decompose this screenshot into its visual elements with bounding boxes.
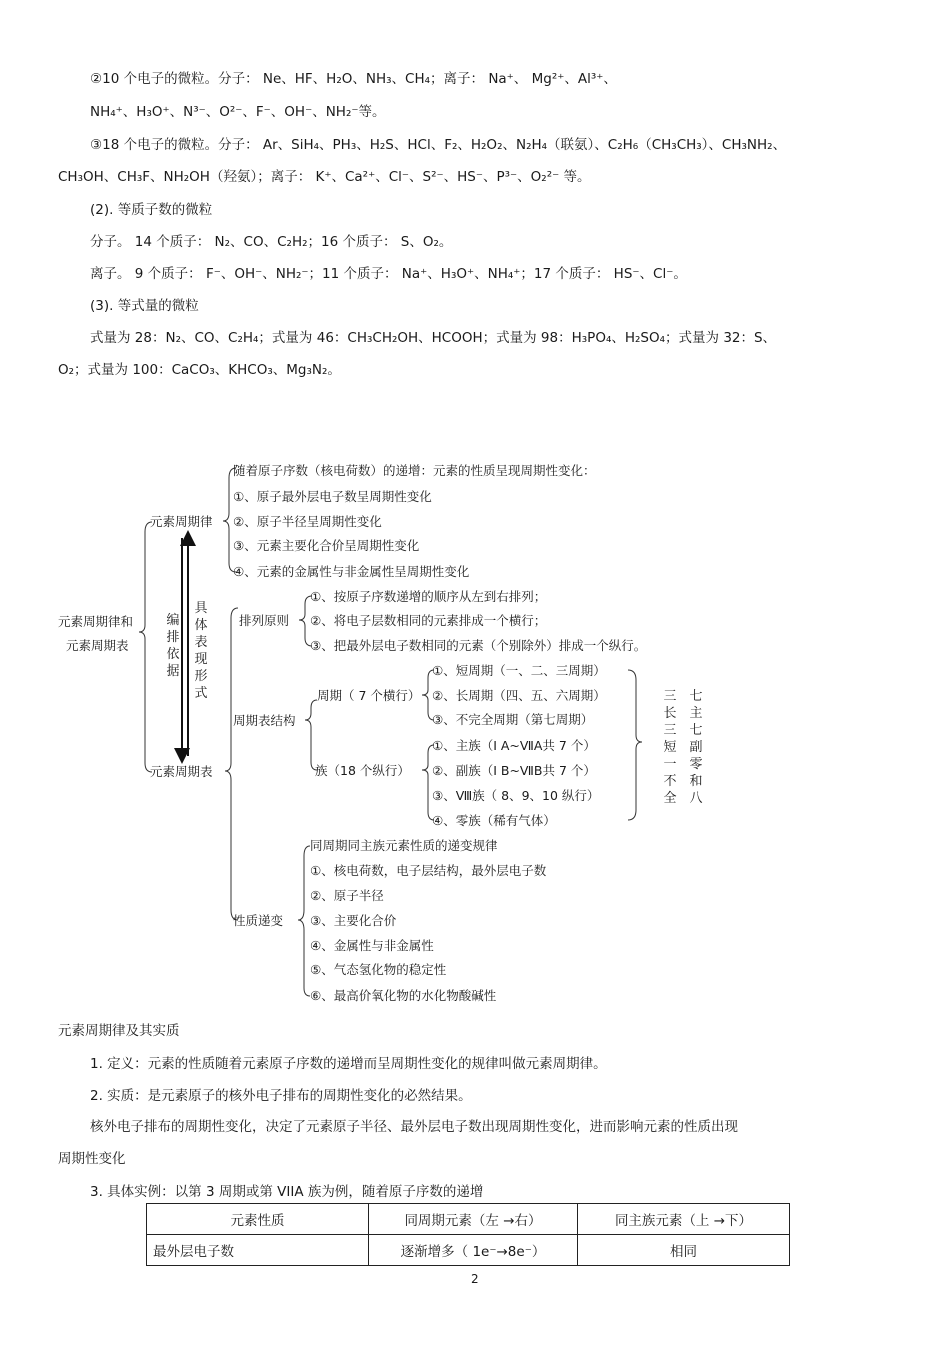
property-intro: 同周期同主族元素性质的递变规律 [310, 838, 498, 853]
text-line-10-electron: ②10 个电子的微粒。分子： Ne、HF、H₂O、NH₃、CH₄；离子： Na⁺、 Mg²⁺、Al³⁺、 [90, 71, 617, 87]
law-item: ②、原子半径呈周期性变化 [233, 514, 382, 529]
group-item: ②、副族（Ⅰ B~ⅦB共 7 个） [432, 763, 596, 778]
period-item: ①、短周期（一、二、三周期） [432, 663, 606, 678]
text-line-formula-weight: 式量为 28：N₂、CO、C₂H₄；式量为 46：CH₃CH₂OH、HCOOH；式量为 98：H₃PO₄、H₂SO₄；式量为 32：S、 [90, 330, 777, 346]
section-paragraph: 核外电子排布的周期性变化，决定了元素原子半径、最外层电子数出现周期性变化，进而影响元素的性质出现 [90, 1119, 738, 1135]
text-line-10-electron-cont: NH₄⁺、H₃O⁺、N³⁻、O²⁻、F⁻、OH⁻、NH₂⁻等。 [90, 104, 386, 120]
node-table-structure: 周期表结构 [233, 713, 296, 728]
brace-root [139, 522, 152, 772]
property-item: ⑤、气态氢化物的稳定性 [310, 962, 447, 977]
group-item: ①、主族（Ⅰ A~ⅦA共 7 个） [432, 738, 596, 753]
section-example: 3. 具体实例：以第 3 周期或第 VIIA 族为例，随着原子序数的递增 [90, 1184, 484, 1200]
table-header-cell: 同周期元素（左 →右） [369, 1204, 578, 1235]
node-arrangement-principle: 排列原则 [239, 613, 290, 628]
text-line-18-electron-cont: CH₃OH、CH₃F、NH₂OH（羟氨）；离子： K⁺、Ca²⁺、Cl⁻、S²⁻、HS⁻、P³⁻、O₂²⁻ 等。 [58, 169, 591, 185]
property-item: ④、金属性与非金属性 [310, 938, 434, 953]
label-arrangement-basis: 编排依据 [166, 613, 180, 679]
diagram-root-line2: 元素周期表 [66, 638, 129, 653]
arrange-item: ①、按原子序数递增的顺序从左到右排列； [310, 589, 547, 604]
table-cell: 相同 [578, 1235, 790, 1266]
brace-group [422, 745, 434, 820]
arrange-item: ③、把最外层电子数相同的元素（个别除外）排成一个纵行。 [310, 638, 647, 653]
node-period: 周期（ 7 个横行） [317, 688, 421, 703]
group-item: ③、Ⅷ族（ 8、9、10 纵行） [432, 788, 600, 803]
heading-equal-protons: (2). 等质子数的微粒 [90, 202, 213, 218]
property-item: ⑥、最高价氧化物的水化物酸碱性 [310, 988, 497, 1003]
table-cell: 逐渐增多（ 1e⁻→8e⁻） [369, 1235, 578, 1266]
law-intro: 随着原子序数（核电荷数）的递增：元素的性质呈现周期性变化： [233, 463, 596, 478]
brace-summary [628, 670, 642, 820]
text-line-molecules-protons: 分子。 14 个质子： N₂、CO、C₂H₂；16 个质子： S、O₂。 [90, 234, 453, 250]
brace-property [298, 846, 310, 996]
brace-structure [305, 700, 317, 770]
law-item: ④、元素的金属性与非金属性呈周期性变化 [233, 564, 470, 579]
node-group: 族（18 个纵行） [315, 763, 410, 778]
table-header-cell: 元素性质 [147, 1204, 369, 1235]
property-item: ②、原子半径 [310, 888, 384, 903]
section-paragraph-cont: 周期性变化 [58, 1151, 126, 1167]
period-item: ③、不完全周期（第七周期） [432, 712, 594, 727]
table-cell: 最外层电子数 [147, 1235, 369, 1266]
period-item: ②、长周期（四、五、六周期） [432, 688, 606, 703]
summary-periods-vertical: 三长三短一不全 [663, 689, 677, 806]
label-concrete-form: 具体表现形式 [194, 601, 208, 701]
property-item: ③、主要化合价 [310, 913, 397, 928]
law-item: ①、原子最外层电子数呈周期性变化 [233, 489, 432, 504]
diagram-root-line1: 元素周期律和 [58, 614, 134, 629]
group-item: ④、零族（稀有气体） [432, 813, 556, 828]
page-number: 2 [471, 1272, 479, 1286]
brace-table [225, 608, 238, 920]
node-periodic-law: 元素周期律 [150, 514, 213, 529]
summary-groups-vertical: 七主七副零和八 [689, 689, 703, 806]
table-header-cell: 同主族元素（上 →下） [578, 1204, 790, 1235]
text-line-ions-protons: 离子。 9 个质子： F⁻、OH⁻、NH₂⁻；11 个质子： Na⁺、H₃O⁺、NH₄⁺；17 个质子： HS⁻、Cl⁻。 [90, 266, 687, 282]
law-item: ③、元素主要化合价呈周期性变化 [233, 538, 420, 553]
heading-equal-formula-weight: (3). 等式量的微粒 [90, 298, 199, 314]
property-item: ①、核电荷数，电子层结构，最外层电子数 [310, 863, 547, 878]
table-header-row [147, 1204, 790, 1235]
table-row [147, 1235, 790, 1266]
section-essence: 2. 实质：是元素原子的核外电子排布的周期性变化的必然结果。 [90, 1088, 472, 1104]
section-definition: 1. 定义：元素的性质随着元素原子序数的递增而呈周期性变化的规律叫做元素周期律。 [90, 1056, 607, 1072]
section-title: 元素周期律及其实质 [58, 1023, 180, 1039]
arrange-item: ②、将电子层数相同的元素排成一个横行； [310, 613, 547, 628]
text-line-18-electron: ③18 个电子的微粒。分子： Ar、SiH₄、PH₃、H₂S、HCl、F₂、H₂O₂、N₂H₄（联氨）、C₂H₆（CH₃CH₃）、CH₃NH₂、 [90, 137, 787, 153]
properties-table [146, 1203, 790, 1266]
node-periodic-table: 元素周期表 [150, 764, 213, 779]
text-line-formula-weight-cont: O₂；式量为 100：CaCO₃、KHCO₃、Mg₃N₂。 [58, 362, 341, 378]
node-property-change: 性质递变 [233, 913, 284, 928]
